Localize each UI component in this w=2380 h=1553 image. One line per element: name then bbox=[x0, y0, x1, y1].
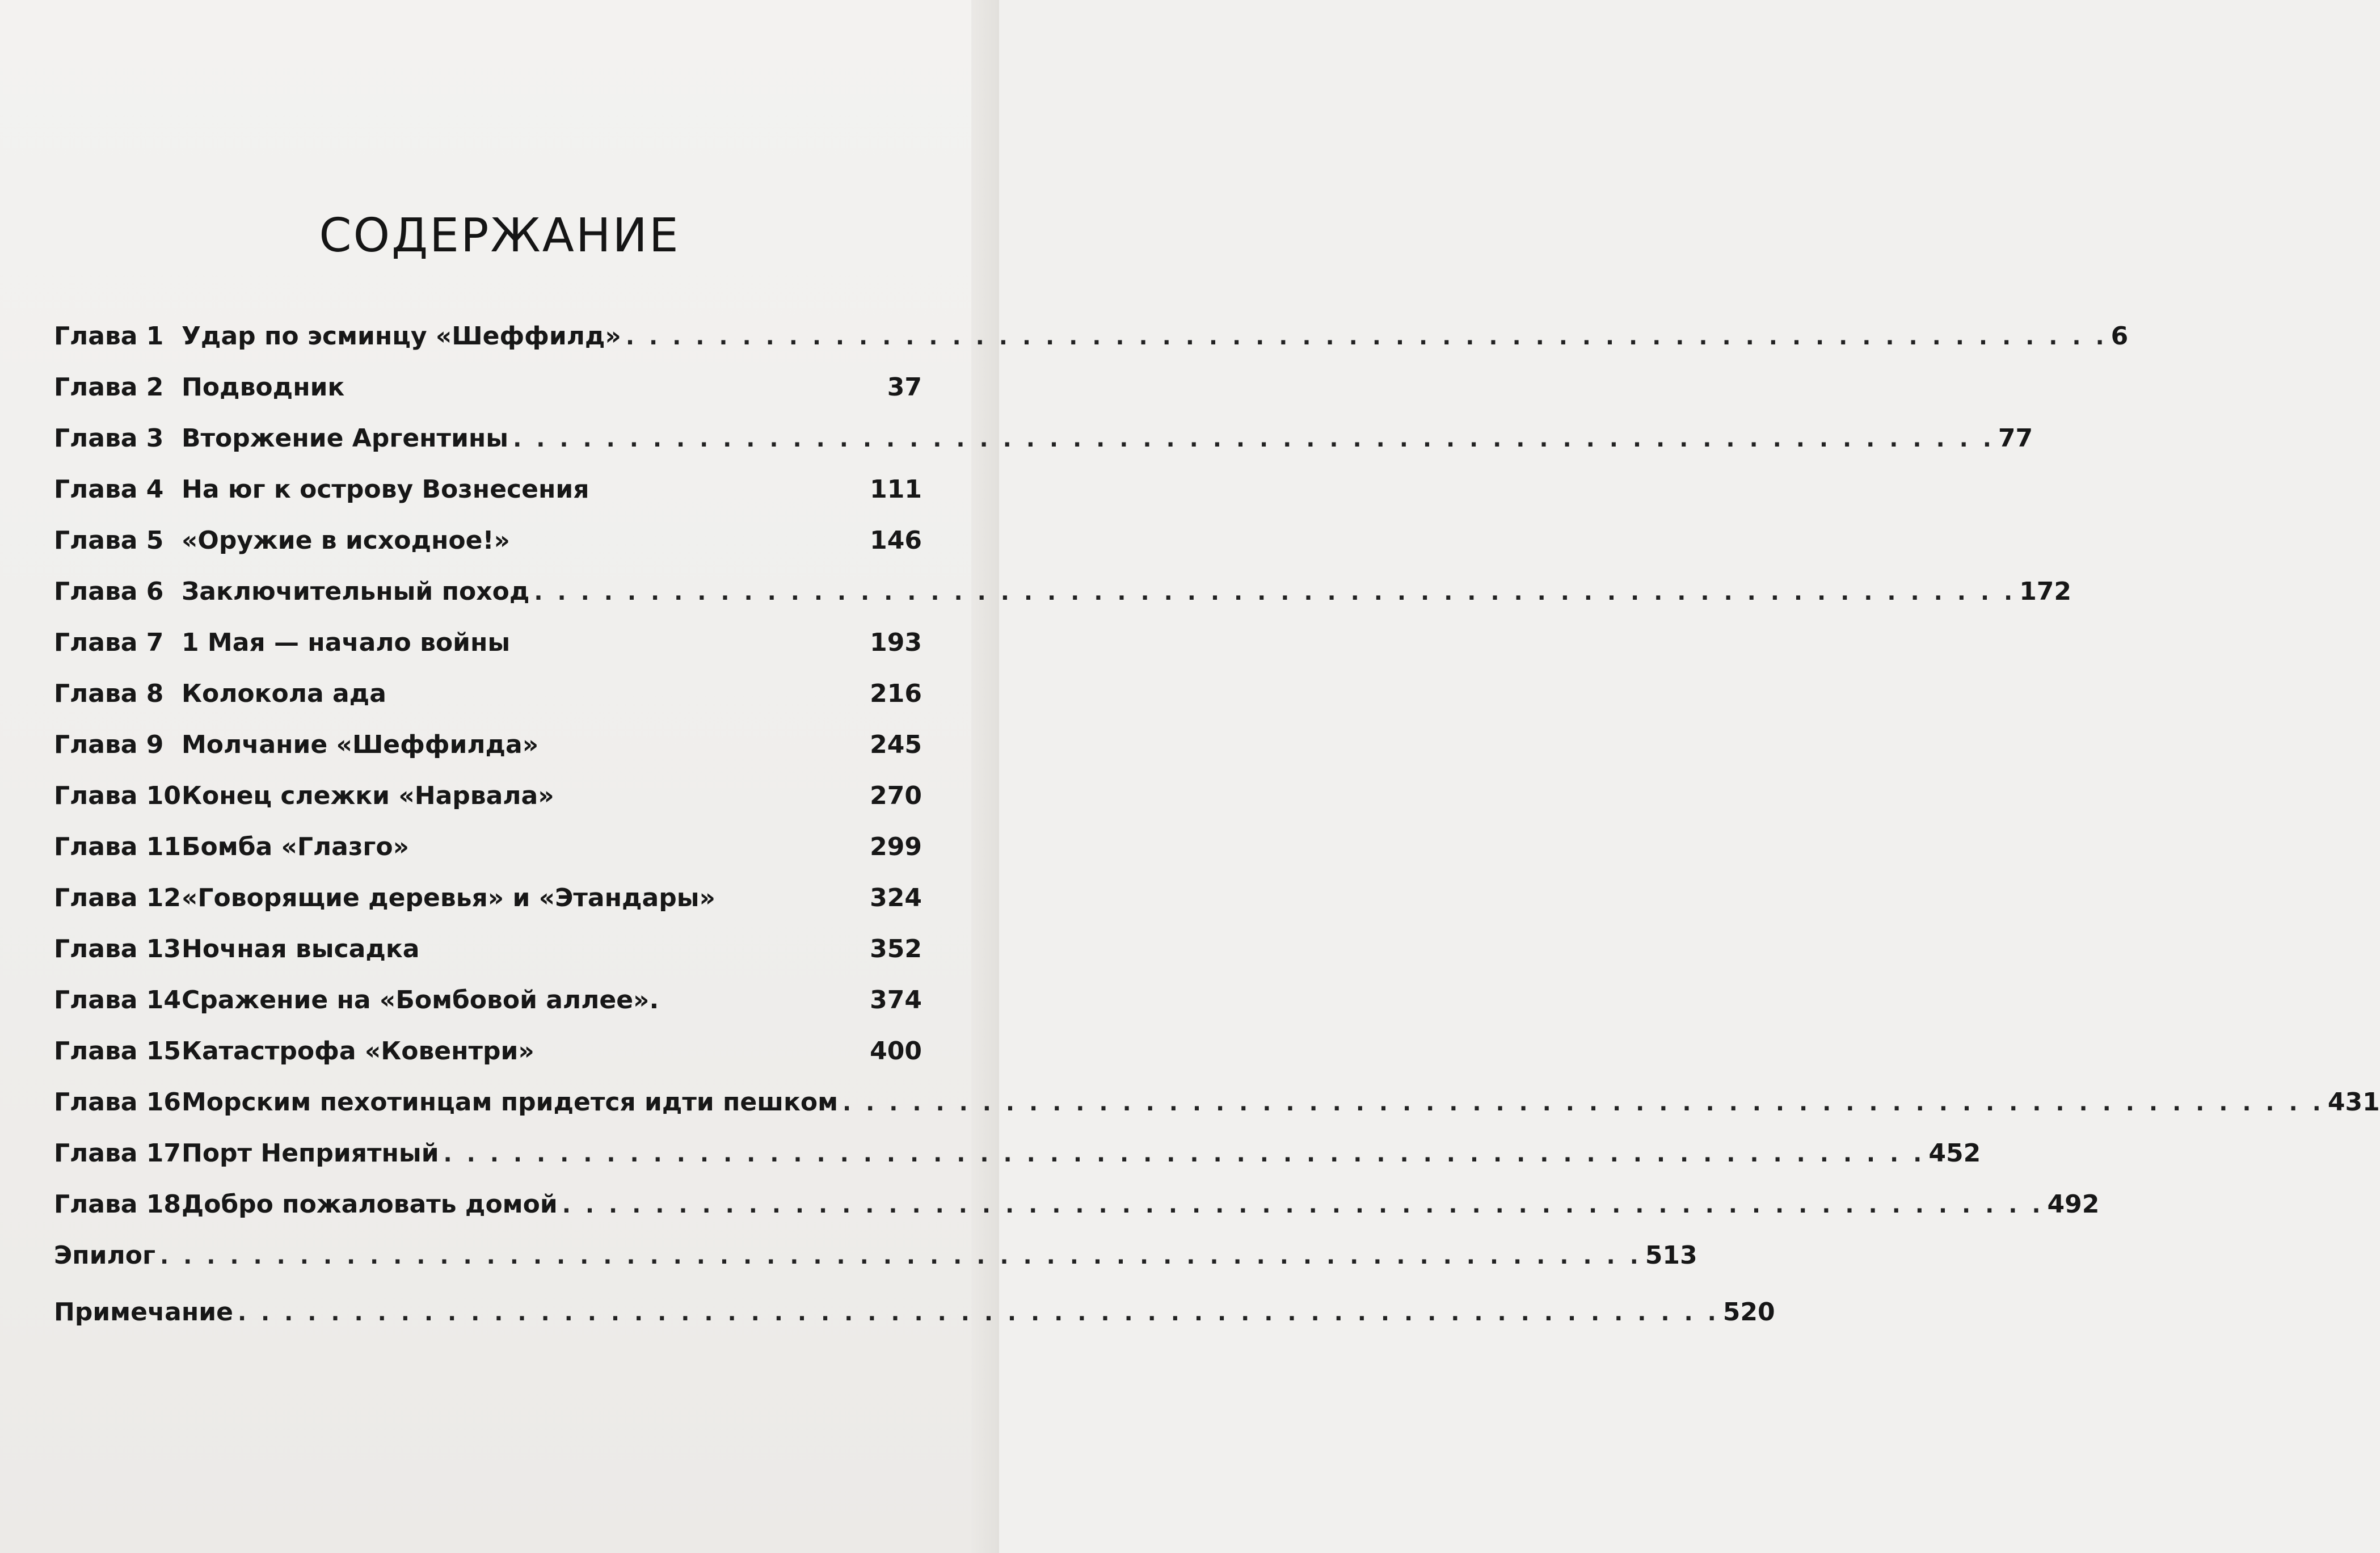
dot-leader bbox=[621, 317, 2108, 357]
chapter-title: Порт Неприятный bbox=[182, 1139, 439, 1168]
chapter-label: Глава 8 bbox=[54, 679, 164, 708]
page-number: 374 bbox=[870, 986, 922, 1015]
toc-entry-8[interactable] bbox=[54, 674, 922, 725]
chapter-title: Эпилог bbox=[54, 1241, 155, 1270]
toc-entry-17[interactable] bbox=[54, 1134, 1981, 1185]
page-number: 172 bbox=[2019, 577, 2072, 606]
chapter-title: На юг к острову Вознесения bbox=[182, 475, 589, 504]
toc-entry-4[interactable] bbox=[54, 470, 922, 521]
chapter-title: Ночная высадка bbox=[182, 935, 420, 963]
chapter-title: Морским пехотинцам придется идти пешком bbox=[182, 1088, 839, 1117]
toc-entry-16[interactable] bbox=[54, 1083, 2380, 1134]
toc-entry-3[interactable] bbox=[54, 419, 2033, 470]
chapter-label: Глава 16 bbox=[54, 1088, 182, 1117]
chapter-label: Глава 18 bbox=[54, 1190, 182, 1219]
chapter-label: Глава 2 bbox=[54, 373, 164, 402]
chapter-label: Глава 15 bbox=[54, 1037, 182, 1066]
chapter-label: Глава 17 bbox=[54, 1139, 182, 1168]
dot-leader bbox=[155, 1236, 1642, 1276]
toc-entry-14[interactable] bbox=[54, 980, 922, 1032]
chapter-title: Катастрофа «Ковентри» bbox=[182, 1037, 534, 1066]
page-number: 77 bbox=[1998, 424, 2033, 453]
toc-entry-epilogue[interactable] bbox=[54, 1236, 1697, 1293]
page-number: 492 bbox=[2047, 1190, 2100, 1219]
chapter-label: Глава 7 bbox=[54, 628, 164, 657]
toc-entry-notes[interactable] bbox=[54, 1293, 1775, 1349]
dot-leader bbox=[838, 1083, 2324, 1123]
chapter-title: Конец слежки «Нарвала» bbox=[182, 781, 554, 810]
toc-entry-12[interactable] bbox=[54, 878, 922, 929]
page-number: 111 bbox=[870, 475, 922, 504]
page-number: 245 bbox=[870, 730, 922, 759]
chapter-title: Колокола ада bbox=[182, 679, 386, 708]
page-number: 431 bbox=[2327, 1088, 2380, 1117]
chapter-label: Глава 13 bbox=[54, 935, 182, 963]
chapter-title: Вторжение Аргентины bbox=[182, 424, 509, 453]
toc-entry-7[interactable] bbox=[54, 623, 922, 674]
toc-entry-10[interactable] bbox=[54, 776, 922, 827]
chapter-title: «Говорящие деревья» и «Этандары» bbox=[182, 883, 715, 912]
page-number: 324 bbox=[870, 883, 922, 912]
page-number: 352 bbox=[870, 935, 922, 963]
chapter-title: 1 Мая — начало войны bbox=[182, 628, 511, 657]
page-number: 270 bbox=[870, 781, 922, 810]
page-number: 513 bbox=[1645, 1241, 1697, 1270]
chapter-title: «Оружие в исходное!» bbox=[182, 526, 510, 555]
toc-entry-6[interactable] bbox=[54, 572, 2072, 623]
page-number: 6 bbox=[2111, 322, 2129, 351]
page-title: СОДЕРЖАНИЕ bbox=[319, 209, 680, 263]
page-number: 146 bbox=[870, 526, 922, 555]
toc-entry-5[interactable] bbox=[54, 521, 922, 572]
chapter-label: Глава 6 bbox=[54, 577, 164, 606]
page-number: 400 bbox=[870, 1037, 922, 1066]
chapter-label: Глава 4 bbox=[54, 475, 164, 504]
chapter-label: Глава 5 bbox=[54, 526, 164, 555]
toc-entry-11[interactable] bbox=[54, 827, 922, 878]
dot-leader bbox=[233, 1293, 1720, 1333]
chapter-title: Молчание «Шеффилда» bbox=[182, 730, 539, 759]
page-number: 193 bbox=[870, 628, 922, 657]
page-number: 37 bbox=[887, 373, 922, 402]
toc-entry-2[interactable] bbox=[54, 368, 922, 419]
page-number: 452 bbox=[1928, 1139, 1981, 1168]
page-number: 299 bbox=[870, 832, 922, 861]
chapter-title: Примечание bbox=[54, 1298, 233, 1327]
chapter-label: Глава 1 bbox=[54, 322, 164, 351]
chapter-label: Глава 11 bbox=[54, 832, 182, 861]
toc-entry-9[interactable] bbox=[54, 725, 922, 776]
dot-leader bbox=[529, 573, 2016, 612]
chapter-label: Глава 14 bbox=[54, 986, 182, 1015]
chapter-title: Добро пожаловать домой bbox=[182, 1190, 558, 1219]
chapter-title: Сражение на «Бомбовой аллее». bbox=[182, 986, 659, 1015]
toc-entry-13[interactable] bbox=[54, 929, 922, 980]
toc-entry-1[interactable] bbox=[54, 317, 2129, 368]
dot-leader bbox=[508, 419, 1995, 459]
toc-entry-15[interactable] bbox=[54, 1032, 922, 1083]
chapter-title: Бомба «Глазго» bbox=[182, 832, 410, 861]
chapter-title: Подводник bbox=[182, 373, 345, 402]
chapter-label: Глава 12 bbox=[54, 883, 182, 912]
toc-entry-18[interactable] bbox=[54, 1185, 2100, 1236]
chapter-title: Заключительный поход bbox=[182, 577, 530, 606]
table-of-contents bbox=[54, 317, 2380, 1349]
dot-leader bbox=[439, 1134, 1926, 1174]
page-number: 216 bbox=[870, 679, 922, 708]
chapter-label: Глава 9 bbox=[54, 730, 164, 759]
page-number: 520 bbox=[1722, 1298, 1775, 1327]
chapter-label: Глава 10 bbox=[54, 781, 182, 810]
dot-leader bbox=[558, 1185, 2044, 1225]
chapter-label: Глава 3 bbox=[54, 424, 164, 453]
chapter-title: Удар по эсминцу «Шеффилд» bbox=[182, 322, 621, 351]
